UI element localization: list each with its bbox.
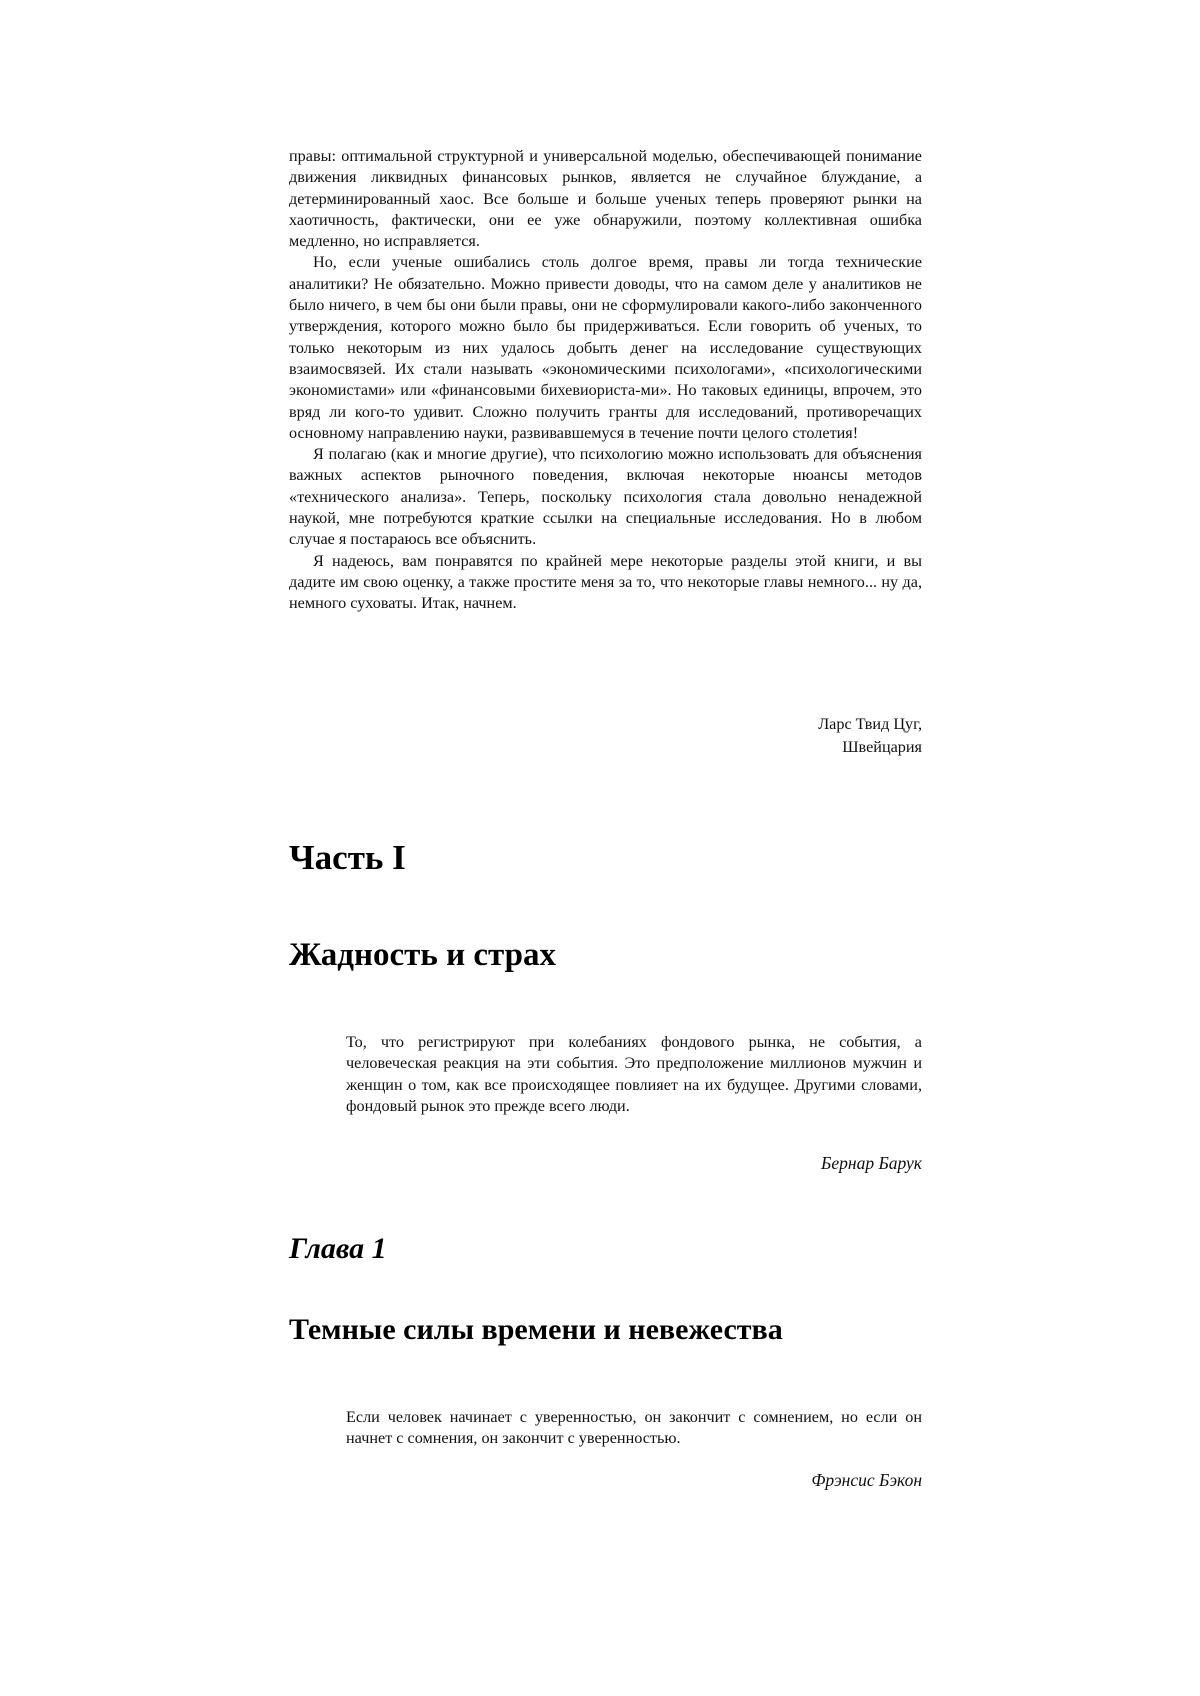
chapter-title: Темные силы времени и невежества	[289, 1313, 783, 1347]
part-epigraph-author: Бернар Барук	[700, 1153, 922, 1174]
preface-body	[289, 146, 922, 615]
document-page	[0, 0, 1200, 1696]
part-title: Часть I	[289, 838, 406, 878]
chapter-epigraph-author: Фрэнсис Бэкон	[700, 1470, 922, 1491]
signature-place: Швейцария	[700, 736, 922, 759]
preface-paragraph: правы: оптимальной структурной и универсальной моделью, обеспечивающей понимание движения ликвидных финансовых рынков, является не случайное блуждание, а детерминированный хаос. Все больше и больше ученых теперь проверяют рынки на хаотичность, фактически, они ее уже обнаружили, поэтому коллективная ошибка медленно, но исправляется.	[289, 146, 922, 252]
chapter-epigraph	[346, 1407, 922, 1450]
chapter-number: Глава 1	[289, 1232, 387, 1266]
preface-signature	[700, 713, 922, 759]
part-epigraph-text: То, что регистрируют при колебаниях фондового рынка, не события, а человеческая реакция на эти события. Это предположение миллионов мужчин и женщин о том, как все происходящее повлияет на их будущее. Другими словами, фондовый рынок это прежде всего люди.	[346, 1032, 922, 1117]
signature-name: Ларс Твид Цуг,	[700, 713, 922, 736]
part-epigraph	[346, 1032, 922, 1117]
preface-paragraph: Но, если ученые ошибались столь долгое время, правы ли тогда технические аналитики? Не обязательно. Можно привести доводы, что на самом деле у аналитиков не было ничего, в чем бы они были правы, они не сформулировали какого-либо законченного утверждения, которого можно было бы придерживаться. Если говорить об ученых, то только некоторым из них удалось добыть денег на исследование существующих взаимосвязей. Их стали называть «экономическими психологами», «психологическими экономистами» или «финансовыми бихевиориста-ми». Но таковых единицы, впрочем, это вряд ли кого-то удивит. Сложно получить гранты для исследований, противоречащих основному направлению науки, развивавшемуся в течение почти целого столетия!	[289, 252, 922, 444]
part-subtitle: Жадность и страх	[289, 937, 556, 974]
chapter-epigraph-text: Если человек начинает с уверенностью, он закончит с сомнением, но если он начнет с сомнения, он закончит с уверенностью.	[346, 1407, 922, 1450]
preface-paragraph: Я надеюсь, вам понравятся по крайней мере некоторые разделы этой книги, и вы дадите им свою оценку, а также простите меня за то, что некоторые главы немного... ну да, немного суховаты. Итак, начнем.	[289, 551, 922, 615]
preface-paragraph: Я полагаю (как и многие другие), что психологию можно использовать для объяснения важных аспектов рыночного поведения, включая некоторые нюансы методов «технического анализа». Теперь, поскольку психология стала довольно ненадежной наукой, мне потребуются краткие ссылки на специальные исследования. Но в любом случае я постараюсь все объяснить.	[289, 444, 922, 550]
